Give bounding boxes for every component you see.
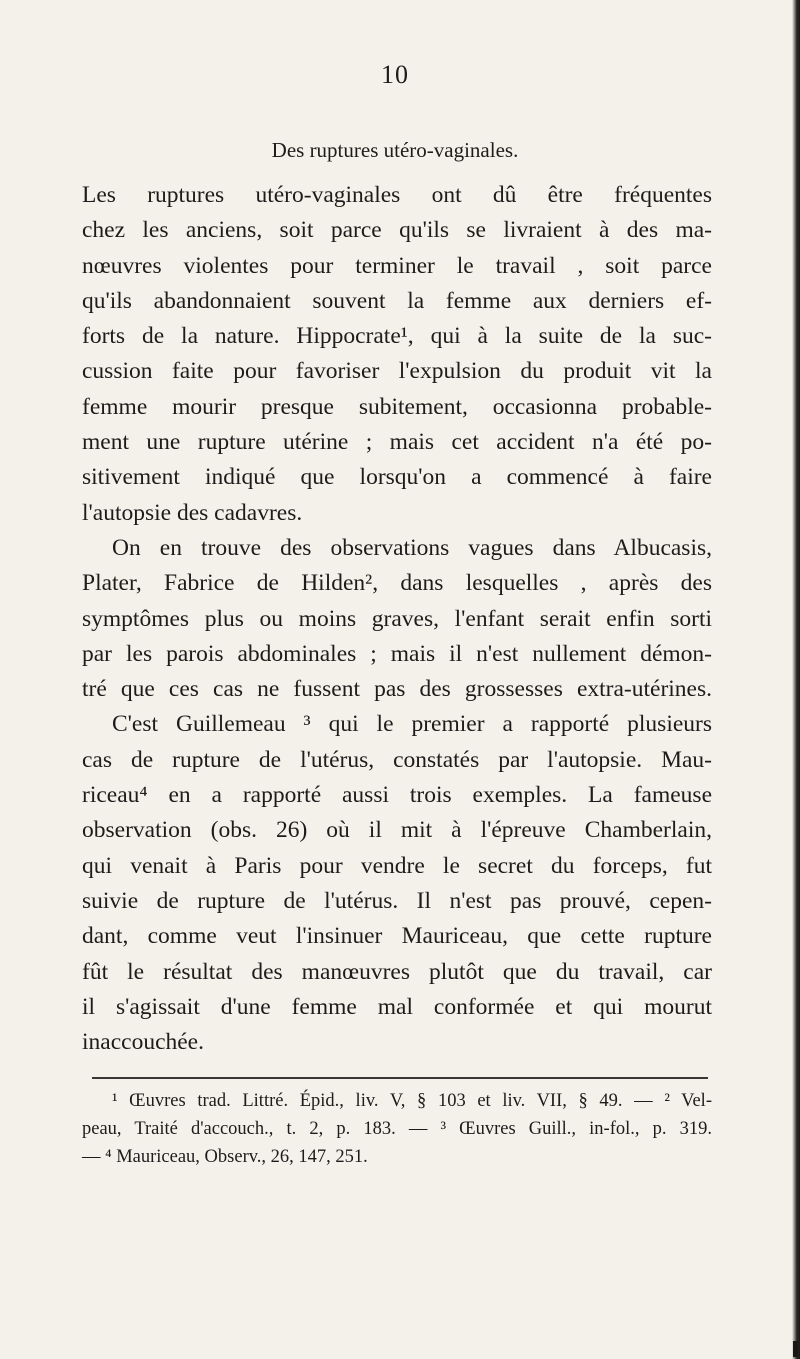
text-line: qu'ils abandonnaient souvent la femme aux derniers ef- [82,287,712,314]
footnote-line: — ⁴ Mauriceau, Observ., 26, 147, 251. [82,1147,368,1167]
footnote-line: ¹ Œuvres trad. Littré. Épid., liv. V, § 103 et liv. VII, § 49. — ² Vel- [112,1091,712,1111]
text-line: suivie de rupture de l'utérus. Il n'est pas prouvé, cepen- [82,887,712,914]
text-line: observation (obs. 26) où il mit à l'épreuve Chamberlain, [82,817,712,844]
text-line: On en trouve des observations vagues dans Albucasis, [112,534,712,561]
text-line: Les ruptures utéro-vaginales ont dû être fréquentes [82,182,712,208]
text-line: tré que ces cas ne fussent pas des grossesses extra-utérines. [82,676,712,703]
text-line: sitivement indiqué que lorsqu'on a commencé à faire [82,464,712,491]
footnotes [82,1087,712,1171]
footnote-line: peau, Traité d'accouch., t. 2, p. 183. — ³ Œuvres Guill., in-fol., p. 319. [82,1119,712,1139]
text-line: chez les anciens, soit parce qu'ils se livraient à des ma- [82,217,712,244]
text-line: Plater, Fabrice de Hilden², dans lesquelles , après des [82,570,712,597]
text-line: l'autopsie des cadavres. [82,499,303,526]
text-line: dant, comme veut l'insinuer Mauriceau, que cette rupture [82,923,712,950]
text-line: C'est Guillemeau ³ qui le premier a rapporté plusieurs [112,711,712,738]
text-line: riceau⁴ en a rapporté aussi trois exemples. La fameuse [82,782,712,809]
page-title: Des ruptures utéro-vaginales. [271,138,519,162]
text-line: il s'agissait d'une femme mal conformée et qui mourut [82,993,712,1020]
text-line: symptômes plus ou moins graves, l'enfant serait enfin sorti [82,605,712,632]
page-edge-shadow [792,0,800,1359]
text-line: inaccouchée. [82,1029,204,1056]
page-number: 10 [381,60,409,89]
text-line: cas de rupture de l'utérus, constatés par l'autopsie. Mau- [82,746,712,773]
page-corner-mark [793,1341,798,1357]
footnote-divider [92,1077,708,1079]
text-line: nœuvres violentes pour terminer le travail , soit parce [82,252,712,279]
text-line: forts de la nature. Hippocrate¹, qui à la suite de la suc- [82,323,712,350]
text-line: cussion faite pour favoriser l'expulsion du produit vit la [82,358,712,385]
body-text [82,178,712,1060]
text-line: par les parois abdominales ; mais il n'est nullement démon- [82,640,712,667]
text-line: ment une rupture utérine ; mais cet accident n'a été po- [82,429,712,456]
text-line: qui venait à Paris pour vendre le secret du forceps, fut [82,852,712,879]
text-line: fût le résultat des manœuvres plutôt que du travail, car [82,958,712,985]
text-line: femme mourir presque subitement, occasionna probable- [82,393,712,420]
